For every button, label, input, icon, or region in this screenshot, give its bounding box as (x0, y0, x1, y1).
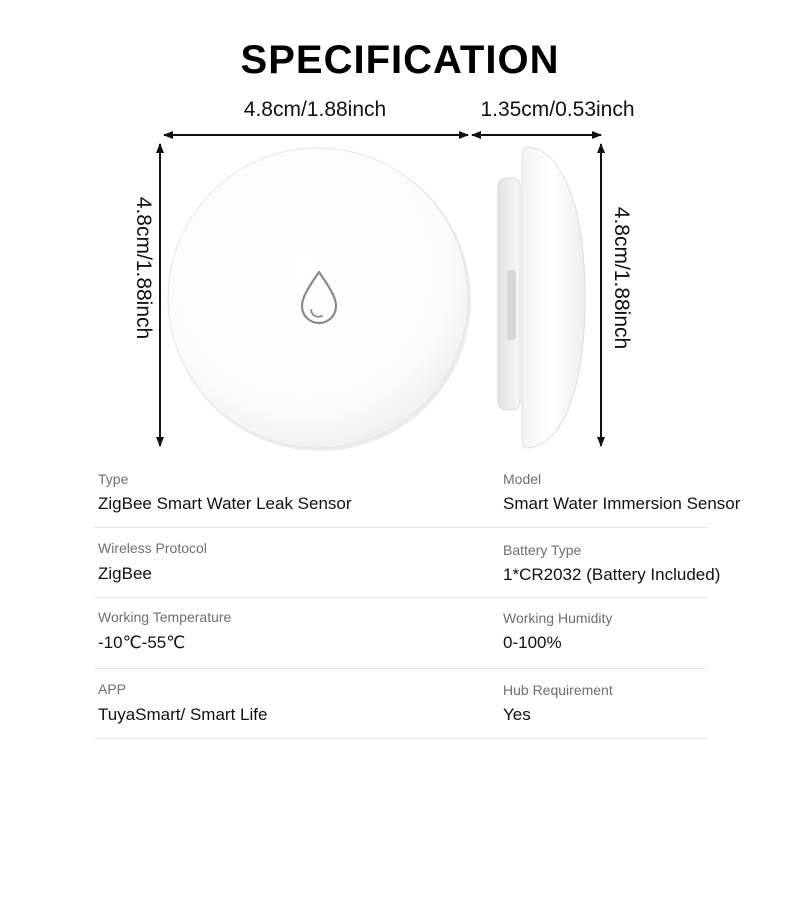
row-divider (94, 738, 708, 739)
spec-working-humidity-value: 0-100% (503, 633, 562, 652)
side-view (498, 147, 585, 448)
spec-battery-type-label: Battery Type (503, 542, 582, 558)
spec-wireless-protocol-value: ZigBee (98, 564, 152, 583)
spec-working-temperature-label: Working Temperature (98, 609, 232, 625)
spec-type-value: ZigBee Smart Water Leak Sensor (98, 494, 352, 513)
spec-app-value: TuyaSmart/ Smart Life (98, 705, 268, 724)
side-height-label: 4.8cm/1.88inch (610, 206, 633, 350)
front-width-label: 4.8cm/1.88inch (243, 98, 387, 121)
spec-type-label: Type (98, 471, 129, 487)
spec-hub-requirement-value: Yes (503, 705, 531, 724)
page-title: SPECIFICATION (240, 38, 560, 82)
battery-model: 1*CR2032 (503, 565, 582, 584)
spec-working-humidity-label: Working Humidity (503, 610, 613, 626)
spec-app-label: APP (98, 681, 127, 697)
battery-note: (Battery Included) (586, 565, 721, 584)
row-divider (94, 527, 708, 528)
spec-model-value: Smart Water Immersion Sensor (503, 494, 741, 513)
spec-model-label: Model (503, 471, 542, 487)
front-height-label: 4.8cm/1.88inch (132, 196, 155, 340)
side-thickness-label: 1.35cm/0.53inch (480, 98, 635, 121)
front-disc (168, 148, 468, 448)
row-divider (94, 597, 708, 598)
spec-battery-type-value (503, 565, 720, 585)
row-divider (94, 668, 708, 669)
spec-wireless-protocol-label: Wireless Protocol (98, 540, 207, 556)
spec-hub-requirement-label: Hub Requirement (503, 682, 613, 698)
side-cover (522, 147, 585, 448)
spec-working-temperature-value: -10℃-55℃ (98, 633, 186, 652)
